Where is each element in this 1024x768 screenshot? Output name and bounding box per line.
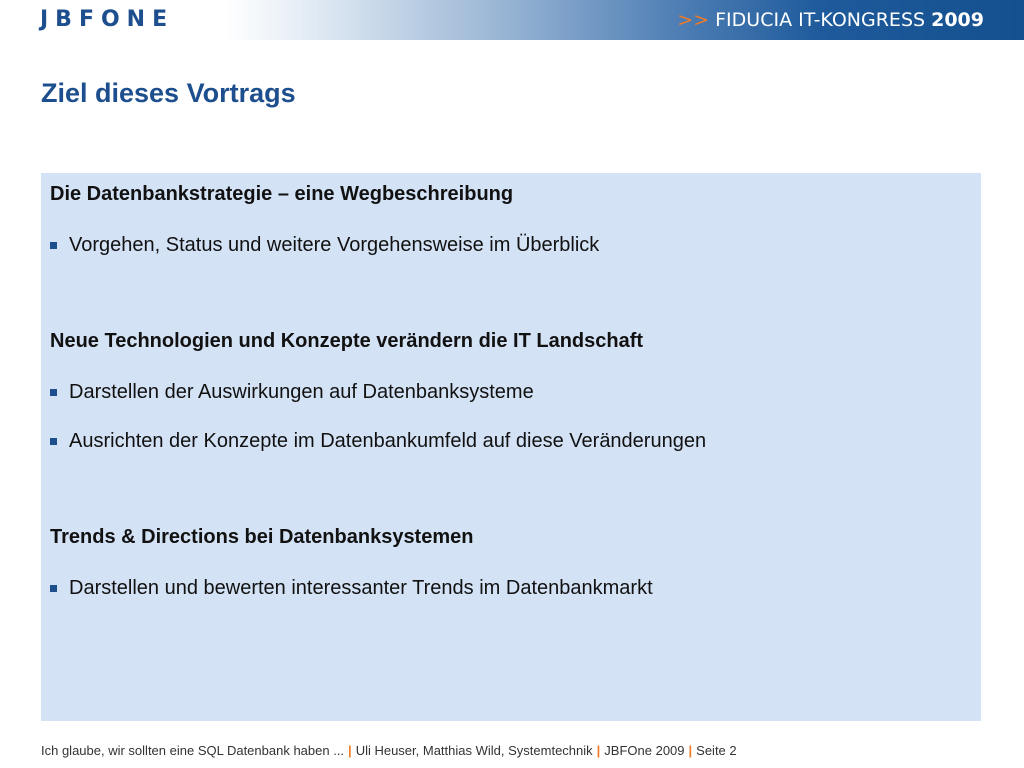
congress-name: FIDUCIA IT-KONGRESS: [715, 9, 926, 31]
bullet-item: [50, 232, 599, 258]
footer-separator: |: [688, 743, 693, 758]
footer-talk-title: Ich glaube, wir sollten eine SQL Datenbank haben ...: [41, 743, 345, 758]
bullet-square-icon: [50, 438, 57, 445]
footer-separator: |: [596, 743, 601, 758]
bullet-item: [50, 575, 653, 601]
bullet-item: [50, 428, 706, 454]
footer: [41, 743, 737, 758]
bullet-text: Vorgehen, Status und weitere Vorgehensweise im Überblick: [69, 233, 600, 256]
footer-page-number: Seite 2: [696, 743, 737, 758]
congress-arrows: >>: [677, 9, 710, 31]
jbfone-logo: JBFONE: [40, 7, 175, 32]
congress-year: 2009: [931, 9, 984, 31]
bullet-square-icon: [50, 389, 57, 396]
bullet-item: [50, 379, 534, 405]
footer-event: JBFOne 2009: [604, 743, 685, 758]
footer-authors: Uli Heuser, Matthias Wild, Systemtechnik: [355, 743, 593, 758]
section-heading-technologies: Neue Technologien und Konzepte verändern die IT Landschaft: [50, 330, 644, 352]
content-box: [41, 173, 981, 721]
bullet-text: Ausrichten der Konzepte im Datenbankumfeld auf diese Veränderungen: [69, 429, 707, 452]
congress-banner: [677, 7, 984, 33]
bullet-text: Darstellen und bewerten interessanter Trends im Datenbankmarkt: [69, 576, 653, 599]
bullet-square-icon: [50, 585, 57, 592]
bullet-text: Darstellen der Auswirkungen auf Datenbanksysteme: [69, 380, 534, 403]
section-heading-strategy: Die Datenbankstrategie – eine Wegbeschreibung: [50, 183, 514, 205]
bullet-square-icon: [50, 242, 57, 249]
footer-separator: |: [348, 743, 352, 758]
page-title: Ziel dieses Vortrags: [41, 78, 296, 108]
section-heading-trends: Trends & Directions bei Datenbanksystemen: [50, 526, 474, 548]
